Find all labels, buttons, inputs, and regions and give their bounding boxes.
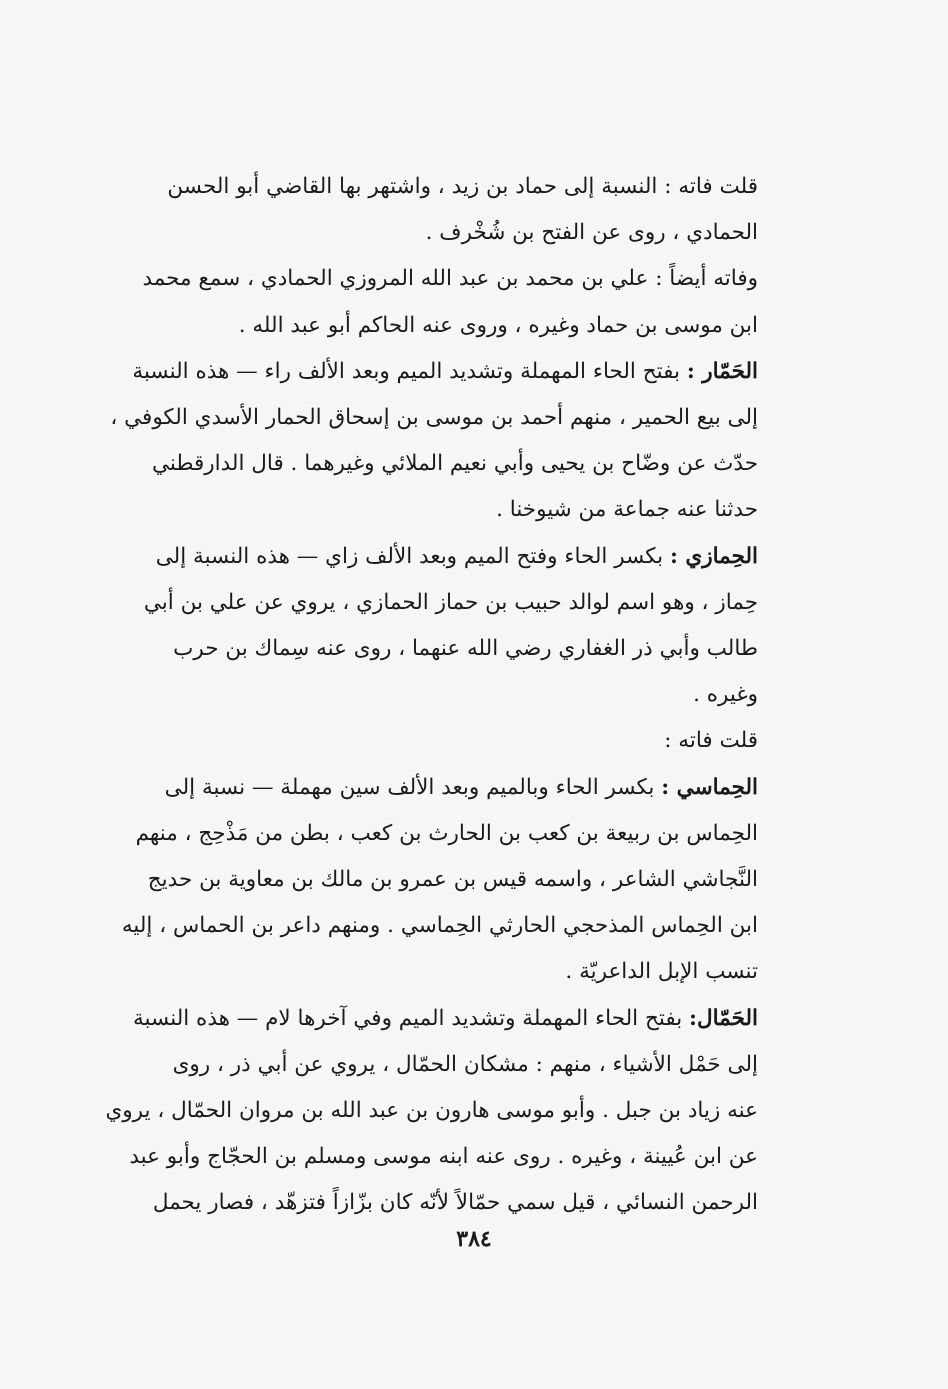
paragraph-hammadi-2 — [100, 256, 780, 348]
headword: الحَمّال: — [689, 1005, 758, 1031]
text-line: حدثنا عنه جماعة من شيوخنا . — [496, 497, 758, 523]
text-line: عنه زياد بن جبل . وأبو موسى هارون بن عبد الله بن مروان الحمّال ، يروي — [105, 1098, 758, 1124]
text-line: إلى بيع الحمير ، منهم أحمد بن موسى بن إسحاق الحمار الأسدي الكوفي ، — [110, 405, 758, 431]
text-line — [100, 349, 780, 395]
text-line: الحِماس بن ربيعة بن كعب بن الحارث بن كعب ، بطن من مَذْحِج ، منهم — [135, 820, 758, 846]
text-line — [100, 996, 780, 1042]
paragraph-hammar — [100, 349, 780, 534]
text-line — [100, 765, 780, 811]
text-line: النَّجاشي الشاعر ، واسمه قيس بن عمرو بن مالك بن معاوية بن حديج — [147, 867, 758, 893]
paragraph-himazi — [100, 534, 780, 719]
text-line: قلت فاته : النسبة إلى حماد بن زيد ، واشتهر بها القاضي أبو الحسن — [167, 174, 758, 199]
text-line: وغيره . — [693, 682, 758, 708]
text-line: قلت فاته : — [664, 728, 758, 754]
text-line: تنسب الإبل الداعريّة . — [565, 959, 758, 985]
text-line-body: بكسر الحاء وبالميم وبعد الألف سين مهملة — نسبة إلى — [164, 774, 655, 800]
text-line-body: بفتح الحاء المهملة وتشديد الميم وفي آخرها لام — هذه النسبة — [133, 1005, 683, 1031]
headword: الحَمّار : — [686, 358, 758, 384]
text-line: طالب وأبي ذر الغفاري رضي الله عنهما ، روى عنه سِماك بن حرب — [173, 636, 758, 662]
text-line: الحمادي ، روى عن الفتح بن شُخْرف . — [425, 220, 758, 246]
headword: الحِمازي : — [669, 543, 758, 569]
paragraph-hammal — [100, 996, 780, 1227]
main-text — [100, 164, 780, 1227]
text-line — [100, 534, 780, 580]
text-line: ابن موسى بن حماد وغيره ، وروى عنه الحاكم أبو عبد الله . — [238, 312, 758, 338]
text-line: حدّث عن وضّاح بن يحيى وأبي نعيم الملائي وغيرهما . قال الدارقطني — [151, 451, 758, 477]
headword: الحِماسي : — [661, 774, 758, 800]
text-line: حِماز ، وهو اسم لوالد حبيب بن حماز الحمازي ، يروي عن علي بن أبي — [143, 589, 758, 615]
text-line: إلى حَمْل الأشياء ، منهم : مشكان الحمّال ، يروي عن أبي ذر ، روى — [172, 1051, 758, 1077]
text-line: الرحمن النسائي ، قيل سمي حمّالاً لأنّه كان بزّازاً فتزهّد ، فصار يحمل — [152, 1190, 758, 1216]
text-line-body: بفتح الحاء المهملة وتشديد الميم وبعد الألف راء — هذه النسبة — [132, 358, 680, 384]
text-line: ابن الحِماس المذحجي الحارثي الحِماسي . ومنهم داعر بن الحماس ، إليه — [121, 913, 758, 939]
text-line-body: بكسر الحاء وفتح الميم وبعد الألف زاي — هذه النسبة إلى — [155, 543, 664, 569]
text-line: عن ابن عُيينة ، وغيره . روى عنه ابنه موسى ومسلم بن الحجّاج وأبو عبد — [129, 1144, 758, 1170]
paragraph-note — [100, 718, 780, 764]
paragraph-hammadi — [100, 164, 780, 256]
text-line: وفاته أيضاً : علي بن محمد بن عبد الله المروزي الحمادي ، سمع محمد — [142, 266, 758, 292]
paragraph-himasi — [100, 765, 780, 996]
page-number: ٣٨٤ — [456, 1226, 492, 1252]
